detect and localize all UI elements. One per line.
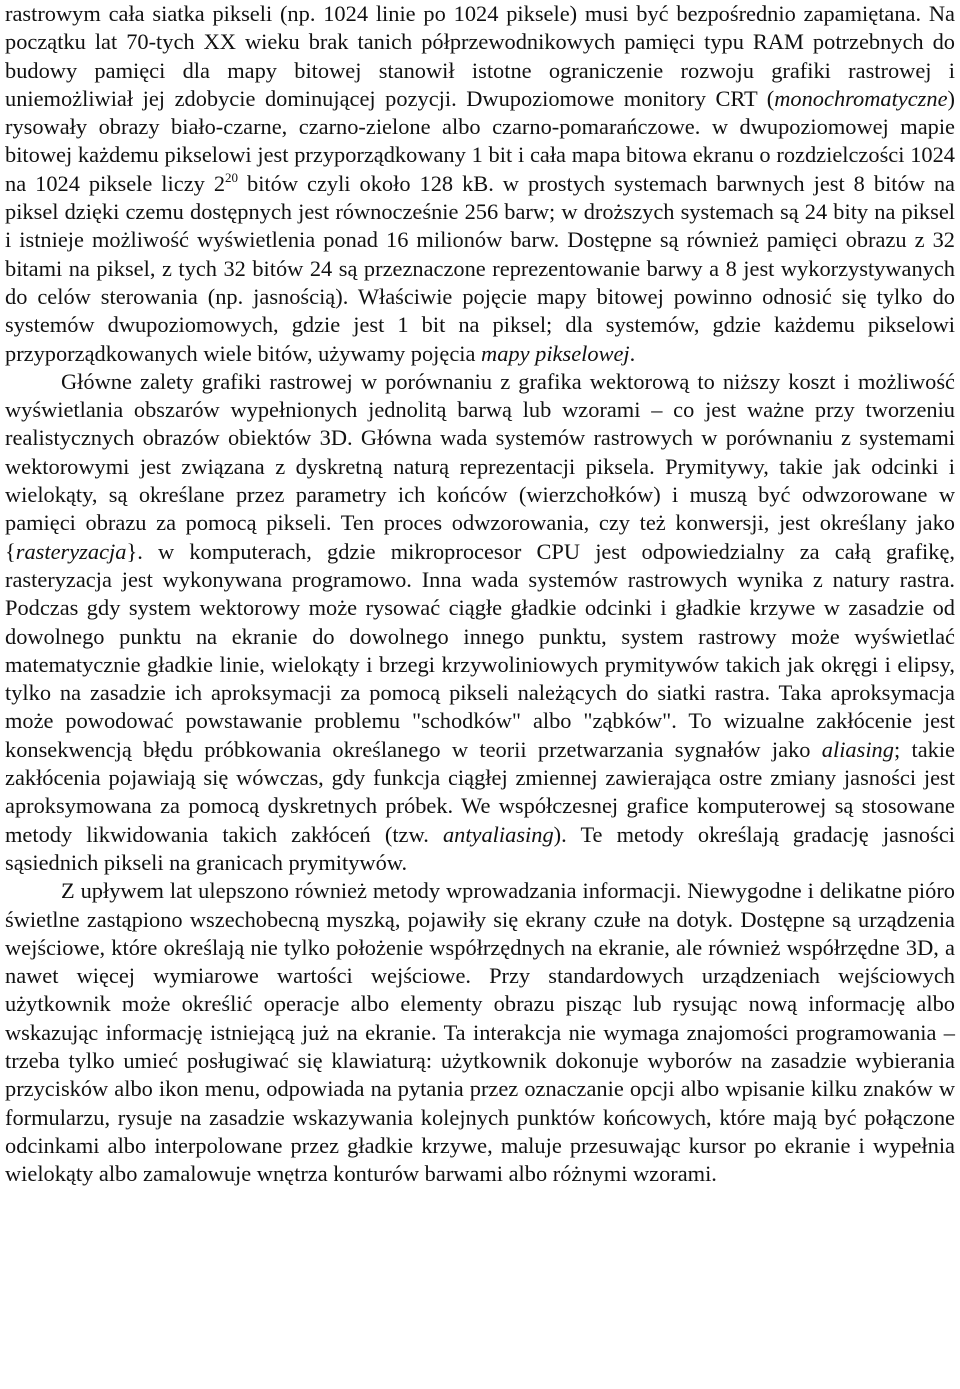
italic-term: antyaliasing bbox=[442, 821, 554, 847]
text-run: }. w komputerach, gdzie mikroprocesor CPU jest odpowiedzialny za całą grafikę, rasteryzacja jest wykonywana programowo. Inna wada systemów rastrowych wynika z natury rastra. Podczas gdy system wektorowy może rysować ciągłe gładkie odcinki i gładkie krzywe w zasadzie od dowolnego punktu na ekranie do dowolnego innego punktu, system rastrowy może wyświetlać matematycznie gładkie linie, wielokąty i brzegi krzywoliniowych prymitywów takich jak okręgi i elipsy, tylko na zasadzie ich aproksymacji za pomocą pikseli należących do siatki rastra. Taka aproksymacja może powodować powstawanie problemu "schodków" albo "ząbków". To wizualne zakłócenie jest konsekwencją błędu próbkowania określanego w teorii przetwarzania sygnałów jako bbox=[5, 538, 955, 762]
text-run: . bbox=[629, 340, 636, 366]
italic-term: rasteryzacja bbox=[15, 538, 127, 564]
italic-term: monochromatyczne bbox=[774, 85, 948, 111]
text-run: rastrowym cała siatka pikseli (np. 1024 linie po 1024 piksele) musi być bezpośrednio zapamiętana. Na początku lat 70-tych XX wieku brak tanich półprzewodnikowych pamięci typu RAM potrzebnych do budowy pamięci dla mapy bitowej stanowił istotne ograniczenie rozwoju grafiki rastrowej i uniemożliwiał jej zdobycie dominującej pozycji. Dwupoziomowe monitory CRT ( bbox=[5, 1, 955, 111]
paragraph-1 bbox=[5, 0, 955, 368]
text-run: bitów czyli około 128 kB. w prostych systemach barwnych jest 8 bitów na piksel dzięki czemu dostępnych jest równocześnie 256 barw; w droższych systemach są 24 bity na piksel i istnieje możliwość wyświetlenia ponad 16 milionów barw. Dostępne są również pamięci obrazu z 32 bitami na piksel, z tych 32 bitów 24 są przeznaczone reprezentowanie barwy a 8 jest wykorzystywanych do celów sterowania (np. jasnością). Właściwie pojęcie mapy bitowej powinno odnosić się tylko do systemów dwupoziomowych, gdzie jest 1 bit na piksel; dla systemów, gdzie każdemu pikselowi przyporządkowanych wiele bitów, używamy pojęcia bbox=[5, 170, 955, 366]
text-run: ; takie zakłócenia pojawiają się wówczas, gdy funkcja ciągłej zmiennej zawierająca ostre zmiany jasności jest aproksymowana za pomocą dyskretnych próbek. We współczesnej grafice komputerowej są stosowane metody likwidowania takich zakłóceń (tzw. bbox=[5, 736, 955, 847]
paragraph-2 bbox=[5, 368, 955, 877]
paragraph-3 bbox=[5, 877, 955, 1188]
text-run: ) rysowały obrazy biało-czarne, czarno-zielone albo czarno-pomarańczowe. w dwupoziomowej mapie bitowej każdemu pikselowi jest przyporządkowany 1 bit i cała mapa bitowa ekranu o rozdzielczości 1024 na 1024 piksele liczy 2 bbox=[5, 85, 955, 196]
italic-term: aliasing bbox=[821, 736, 894, 762]
text-run: ). Te metody określają gradację jasności sąsiednich pikseli na granicach prymitywów. bbox=[5, 821, 955, 875]
document-page bbox=[5, 0, 955, 1188]
text-run: Z upływem lat ulepszono również metody wprowadzania informacji. Niewygodne i delikatne pióro świetlne zastąpiono wszechobecną myszką, pojawiły się ekrany czułe na dotyk. Dostępne są urządzenia wejściowe, które określają nie tylko położenie współrzędnych na ekranie, ale również współrzędne 3D, a nawet więcej wymiarowe wartości wejściowe. Przy standardowych urządzeniach wejściowych użytkownik może określić operacje albo elementy obrazu pisząc lub rysując nową informację albo wskazując informację istniejącą już na ekranie. Ta interakcja nie wymaga znajomości programowania – trzeba tylko umieć posługiwać się klawiaturą: użytkownik dokonuje wyborów na zasadzie wybierania przycisków albo ikon menu, odpowiada na pytania przez oznaczanie opcji albo wpisanie kilku znaków w formularzu, rysuje na zasadzie wskazywania kolejnych punktów końcowych, które mają być połączone odcinkami albo interpolowane przez gładkie krzywe, maluje przesuwając kursor po ekranie i wypełnia wielokąty albo zamalowuje wnętrza konturów barwami albo różnymi wzorami. bbox=[5, 878, 955, 1187]
text-run: Główne zalety grafiki rastrowej w porównaniu z grafika wektorową to niższy koszt i możliwość wyświetlania obszarów wypełnionych jednolitą barwą lub wzorami – co jest ważne przy tworzeniu realistycznych obrazów obiektów 3D. Główna wada systemów rastrowych w porównaniu z systemami wektorowymi jest związana z dyskretną naturą reprezentacji piksela. Prymitywy, takie jak odcinki i wielokąty, są określane przez parametry ich końców (wierzchołków) i muszą być odwzorowane w pamięci obrazu za pomocą pikseli. Ten proces odwzorowania, czy też konwersji, jest określany jako { bbox=[5, 368, 955, 564]
italic-term: mapy pikselowej bbox=[481, 340, 630, 366]
superscript-exponent: 20 bbox=[225, 169, 239, 185]
